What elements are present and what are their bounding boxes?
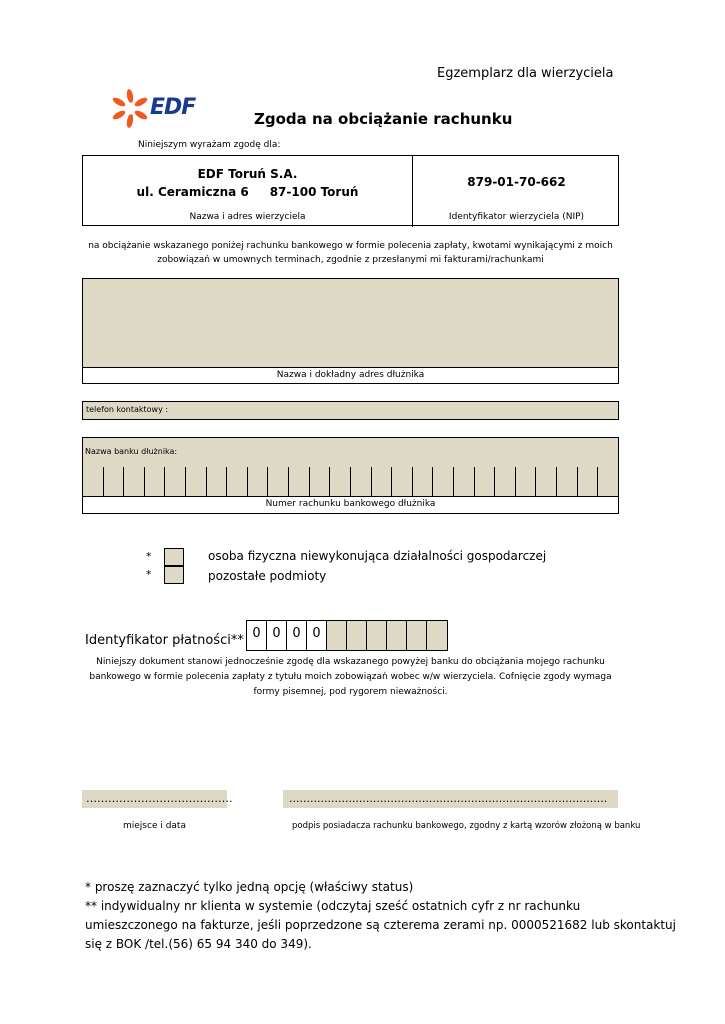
account-digit-cell[interactable] bbox=[392, 467, 413, 496]
copy-label: Egzemplarz dla wierzyciela bbox=[437, 66, 614, 81]
creditor-box bbox=[82, 155, 619, 226]
account-digit-cell[interactable] bbox=[207, 467, 228, 496]
account-digit-cell[interactable] bbox=[248, 467, 269, 496]
payer-id-digit[interactable]: 0 bbox=[307, 621, 327, 650]
payer-id-digit[interactable]: 0 bbox=[247, 621, 267, 650]
payer-id-digit[interactable] bbox=[427, 621, 447, 650]
place-date-field[interactable] bbox=[82, 790, 233, 808]
creditor-name: EDF Toruń S.A. bbox=[197, 167, 298, 181]
status-option-other bbox=[140, 566, 540, 584]
account-digit-cell[interactable] bbox=[186, 467, 207, 496]
payer-id-digit[interactable]: 0 bbox=[287, 621, 307, 650]
account-digit-cell[interactable] bbox=[289, 467, 310, 496]
account-digit-cell[interactable] bbox=[268, 467, 289, 496]
payer-id-label: Identyfikator płatności** bbox=[85, 633, 244, 648]
phone-field[interactable] bbox=[82, 401, 619, 420]
status-label-other: pozostałe podmioty bbox=[208, 569, 327, 583]
footnote-line2: ** indywidualny nr klienta w systemie (odczytaj sześć ostatnich cyfr z nr rachunku bbox=[85, 899, 581, 913]
status-marker: * bbox=[146, 550, 152, 563]
statement-line3: formy pisemnej, pod rygorem nieważności. bbox=[253, 687, 448, 697]
account-digit-cell[interactable] bbox=[413, 467, 434, 496]
account-digit-cell[interactable] bbox=[578, 467, 599, 496]
account-digit-cell[interactable] bbox=[536, 467, 557, 496]
account-digit-cell[interactable] bbox=[557, 467, 578, 496]
status-label-individual: osoba fizyczna niewykonująca działalności gospodarczej bbox=[208, 549, 547, 563]
phone-label: telefon kontaktowy : bbox=[86, 405, 169, 414]
account-digit-cell[interactable] bbox=[351, 467, 372, 496]
account-digit-cell[interactable] bbox=[598, 467, 618, 496]
footnote-line4: się z BOK /tel.(56) 65 94 340 do 349). bbox=[85, 937, 312, 951]
bank-account-box bbox=[82, 437, 619, 514]
page-title: Zgoda na obciążanie rachunku bbox=[254, 110, 513, 128]
account-digit-cell[interactable] bbox=[104, 467, 125, 496]
status-marker: * bbox=[146, 568, 152, 581]
account-number-caption: Numer rachunku bankowego dłużnika bbox=[265, 499, 436, 509]
statement-line2: bankowego w formie polecenia zapłaty z tytułu moich zobowiązań wobec w/w wierzyciela. Cofnięcie zgody wymaga bbox=[89, 672, 612, 682]
edf-logo-text: EDF bbox=[150, 95, 196, 120]
payer-id-digit[interactable] bbox=[327, 621, 347, 650]
creditor-street: ul. Ceramiczna 6 bbox=[136, 185, 249, 199]
signature-caption: podpis posiadacza rachunku bankowego, zgodny z kartą wzorów złożoną w banku bbox=[292, 821, 641, 831]
creditor-name-caption: Nazwa i adres wierzyciela bbox=[189, 212, 306, 222]
account-digit-cell[interactable] bbox=[330, 467, 351, 496]
account-digit-cell[interactable] bbox=[124, 467, 145, 496]
place-date-caption: miejsce i data bbox=[123, 821, 186, 831]
footnote-line1: * proszę zaznaczyć tylko jedną opcję (właściwy status) bbox=[85, 880, 414, 894]
debtor-name-caption: Nazwa i dokładny adres dłużnika bbox=[276, 370, 425, 380]
status-checkbox-individual[interactable] bbox=[164, 548, 184, 566]
account-digit-cell[interactable] bbox=[433, 467, 454, 496]
edf-logo bbox=[110, 88, 210, 128]
account-digit-cell[interactable] bbox=[145, 467, 166, 496]
creditor-nip-caption: Identyfikator wierzyciela (NIP) bbox=[448, 212, 585, 222]
status-option-individual bbox=[140, 548, 547, 566]
account-digit-cell[interactable] bbox=[372, 467, 393, 496]
bank-name-label: Nazwa banku dłużnika: bbox=[85, 447, 178, 456]
account-digit-cell[interactable] bbox=[83, 467, 104, 496]
creditor-city: 87-100 Toruń bbox=[269, 185, 359, 199]
creditor-nip: 879-01-70-662 bbox=[467, 175, 566, 189]
authorization-text-line2: zobowiązań w umownych terminach, zgodnie z przesłanymi mi fakturami/rachunkami bbox=[157, 255, 544, 265]
signature-field[interactable] bbox=[283, 790, 618, 808]
authorization-text-line1: na obciążanie wskazanego poniżej rachunku bankowego w formie polecenia zapłaty, kwotami wynikającymi z moich bbox=[88, 241, 613, 251]
payer-id-digit[interactable] bbox=[367, 621, 387, 650]
payer-id-digit[interactable] bbox=[347, 621, 367, 650]
account-digit-cell[interactable] bbox=[495, 467, 516, 496]
debtor-name-field[interactable] bbox=[83, 279, 618, 368]
account-number-field bbox=[83, 467, 618, 497]
status-checkbox-other[interactable] bbox=[164, 566, 184, 584]
consent-intro: Niniejszym wyrażam zgodę dla: bbox=[138, 140, 281, 150]
place-date-dots: …………………………………. bbox=[86, 792, 233, 805]
signature-dots: ........................................................................................... bbox=[289, 792, 608, 805]
payer-id-field bbox=[246, 620, 448, 651]
bank-name-field[interactable] bbox=[83, 438, 618, 468]
footnote-line3: umieszczonego na fakturze, jeśli poprzedzone są czterema zerami np. 0000521682 lub skontaktuj bbox=[85, 918, 676, 932]
debtor-box bbox=[82, 278, 619, 384]
payer-id-digit[interactable] bbox=[407, 621, 427, 650]
account-digit-cell[interactable] bbox=[165, 467, 186, 496]
account-digit-cell[interactable] bbox=[227, 467, 248, 496]
account-digit-cell[interactable] bbox=[454, 467, 475, 496]
account-digit-cell[interactable] bbox=[475, 467, 496, 496]
account-digit-cell[interactable] bbox=[310, 467, 331, 496]
statement-line1: Niniejszy dokument stanowi jednocześnie zgodę dla wskazanego powyżej banku do obciążania mojego rachunku bbox=[96, 657, 605, 667]
payer-id-digit[interactable] bbox=[387, 621, 407, 650]
account-digit-cell[interactable] bbox=[516, 467, 537, 496]
payer-id-digit[interactable]: 0 bbox=[267, 621, 287, 650]
creditor-address bbox=[83, 183, 412, 201]
